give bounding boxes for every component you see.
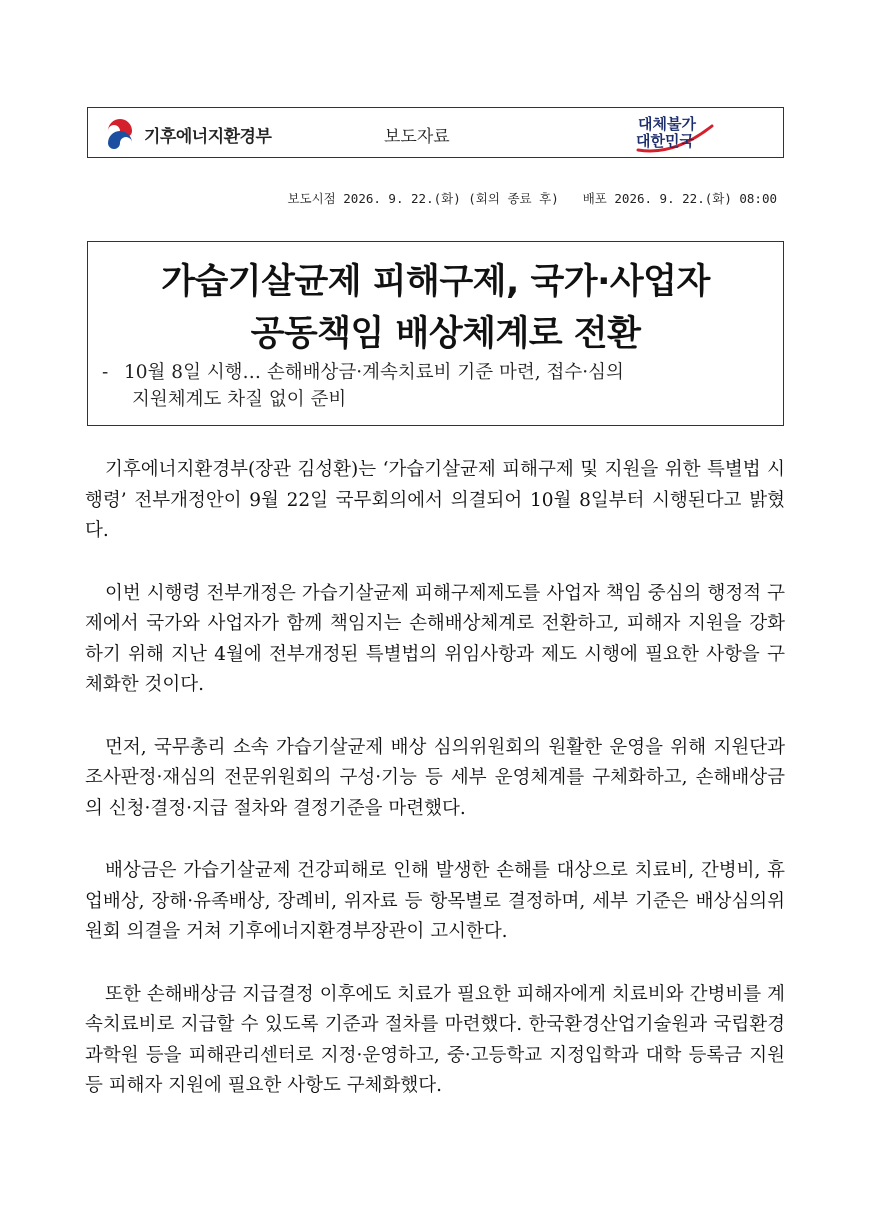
embargo-value: 2026. 9. 22.(화) (회의 종료 후)	[343, 191, 559, 206]
slogan-line1: 대체불가	[638, 115, 696, 133]
paragraph-1: 기후에너지환경부(장관 김성환)는 ‘가습기살균제 피해구제 및 지원을 위한 특별법 시행령’ 전부개정안이 9월 22일 국무회의에서 의결되어 10월 8일부터 시행된다고 밝혔다.	[85, 459, 785, 541]
paragraph-4: 배상금은 가습기살균제 건강피해로 인해 발생한 손해를 대상으로 치료비, 간병비, 휴업배상, 장해·유족배상, 장례비, 위자료 등 항목별로 결정하며, 세부 기준은 배상심의위원회 의결을 거쳐 기후에너지환경부장관이 고시한다.	[85, 860, 785, 942]
subheadline-line-1: 10월 8일 시행… 손해배상금·계속치료비 기준 마련, 접수·심의	[124, 362, 624, 383]
distribution-label: 배포	[582, 191, 607, 206]
title-box	[87, 241, 784, 426]
header-box	[87, 107, 784, 158]
document-type-label: 보도자료	[384, 127, 450, 147]
distribution-value: 2026. 9. 22.(화) 08:00	[614, 191, 777, 206]
paragraph-3: 먼저, 국무총리 소속 가습기살균제 배상 심의위원회의 원활한 운영을 위해 지원단과 조사판정·재심의 전문위원회의 구성·기능 등 세부 운영체계를 구체화하고, 손해배상금의 신청·결정·지급 절차와 결정기준을 마련했다.	[85, 736, 785, 819]
paragraph-5: 또한 손해배상금 지급결정 이후에도 치료가 필요한 피해자에게 치료비와 간병비를 계속치료비로 지급할 수 있도록 기준과 절차를 마련했다. 한국환경산업기술원과 국립환경과학원 등을 피해관리센터로 지정·운영하고, 중·고등학교 지정입학과 대학 등록금 지원 등 피해자 지원에 필요한 사항도 구체화했다.	[85, 983, 785, 1096]
subheadline-line-2: 지원체계도 차질 없이 준비	[132, 389, 347, 410]
subheadline	[102, 359, 742, 413]
headline-line-2: 공동책임 배상체계로 전환	[250, 314, 641, 354]
release-info	[177, 189, 777, 207]
taegeuk-logo-icon	[104, 118, 136, 150]
slogan-logo	[632, 112, 716, 154]
ministry-name: 기후에너지환경부	[144, 127, 272, 147]
paragraph-2: 이번 시행령 전부개정은 가습기살균제 피해구제제도를 사업자 책임 중심의 행정적 구제에서 국가와 사업자가 함께 책임지는 손해배상체계로 전환하고, 피해자 지원을 강화하기 위해 지난 4월에 전부개정된 특별법의 위임사항과 제도 시행에 필요한 사항을 구체화한 것이다.	[85, 582, 785, 695]
article-body	[85, 455, 785, 1102]
embargo-label: 보도시점	[287, 191, 336, 206]
subheadline-dash: -	[102, 362, 109, 383]
headline-line-1: 가습기살균제 피해구제, 국가·사업자	[161, 262, 710, 302]
slogan-line2: 대한민국	[636, 132, 694, 150]
